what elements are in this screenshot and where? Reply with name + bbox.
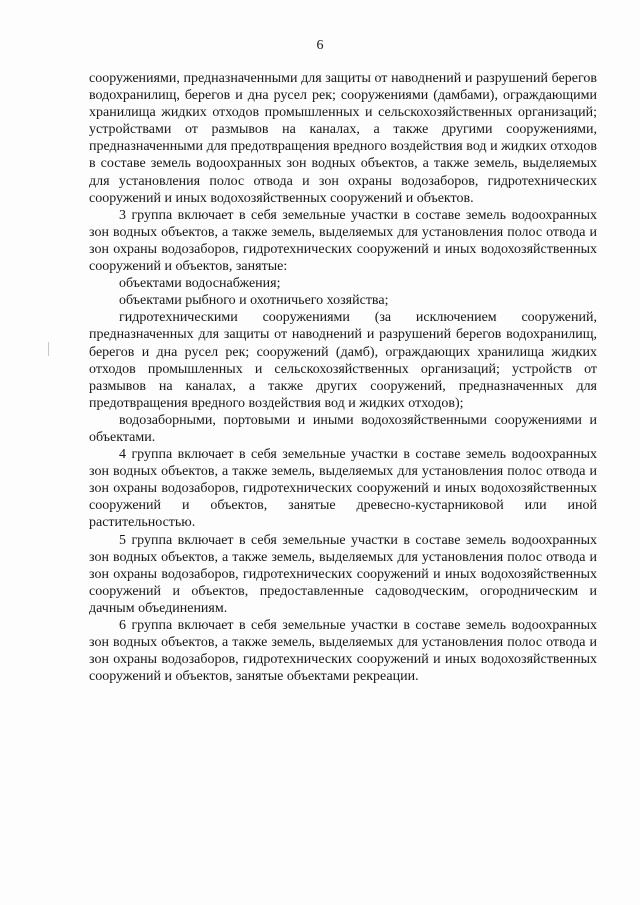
paragraph-group-6: 6 группа включает в себя земельные участки в составе земель водоохранных зон водных объектов, а также земель, выделяемых для установления полос отвода и зон охраны водозаборов, гидротехнических сооружений и иных водохозяйственных сооружений и объектов, занятые объектами рекреации. bbox=[89, 618, 597, 685]
paragraph-group-3: 3 группа включает в себя земельные участки в составе земель водоохранных зон водных объектов, а также земель, выделяемых для установления полос отвода и зон охраны водозаборов, гидротехнических сооружений и иных водохозяйственных сооружений и объектов, занятые: bbox=[89, 207, 597, 275]
paragraph-group-5: 5 группа включает в себя земельные участки в составе земель водоохранных зон водных объектов, а также земель, выделяемых для установления полос отвода и зон охраны водозаборов, гидротехнических сооружений и иных водохозяйственных сооружений и объектов, предоставленные садоводческим, огородническим и дачным объединениям. bbox=[89, 532, 597, 616]
paragraph-continuation: сооружениями, предназначенными для защиты от наводнений и разрушений берегов водохранилищ, берегов и дна русел рек; сооружениями (дамбами), ограждающими хранилища жидких отходов промышленных и сельскохозяйственных организаций; устройствами от размывов на каналах, а также другими сооружениями, предназначенными для предотвращения вредного воздействия вод и жидких отходов в составе земель водоохранных зон водных объектов, а также земель, выделяемых для установления полос отвода и зон охраны водозаборов, гидротехнических сооружений и иных водохозяйственных сооружений и объектов. bbox=[89, 71, 597, 206]
list-item-water-supply: объектами водоснабжения; bbox=[119, 276, 281, 292]
list-item-fishing-hunting: объектами рыбного и охотничьего хозяйства; bbox=[119, 293, 389, 309]
list-item-water-intake: водозаборными, портовыми и иными водохозяйственными сооружениями и объектами. bbox=[89, 412, 597, 445]
paragraph-group-4: 4 группа включает в себя земельные участки в составе земель водоохранных зон водных объектов, а также земель, выделяемых для установления полос отвода и зон охраны водозаборов, гидротехнических сооружений и иных водохозяйственных сооружений и объектов, занятые древесно-кустарниковой или иной растительностью. bbox=[89, 447, 597, 531]
scan-margin-mark bbox=[48, 342, 49, 356]
document-body bbox=[89, 70, 597, 685]
page-number: 6 bbox=[316, 38, 324, 53]
list-item-hydraulic-structures: гидротехническими сооружениями (за исключением сооружений, предназначенных для защиты от наводнений и разрушений берегов водохранилищ, берегов и дна русел рек; сооружений (дамб), ограждающих хранилища жидких отходов промышленных и сельскохозяйственных организаций; устройств от размывов на каналах, а также других сооружений, предназначенных для предотвращения вредного воздействия вод и жидких отходов); bbox=[89, 310, 597, 411]
